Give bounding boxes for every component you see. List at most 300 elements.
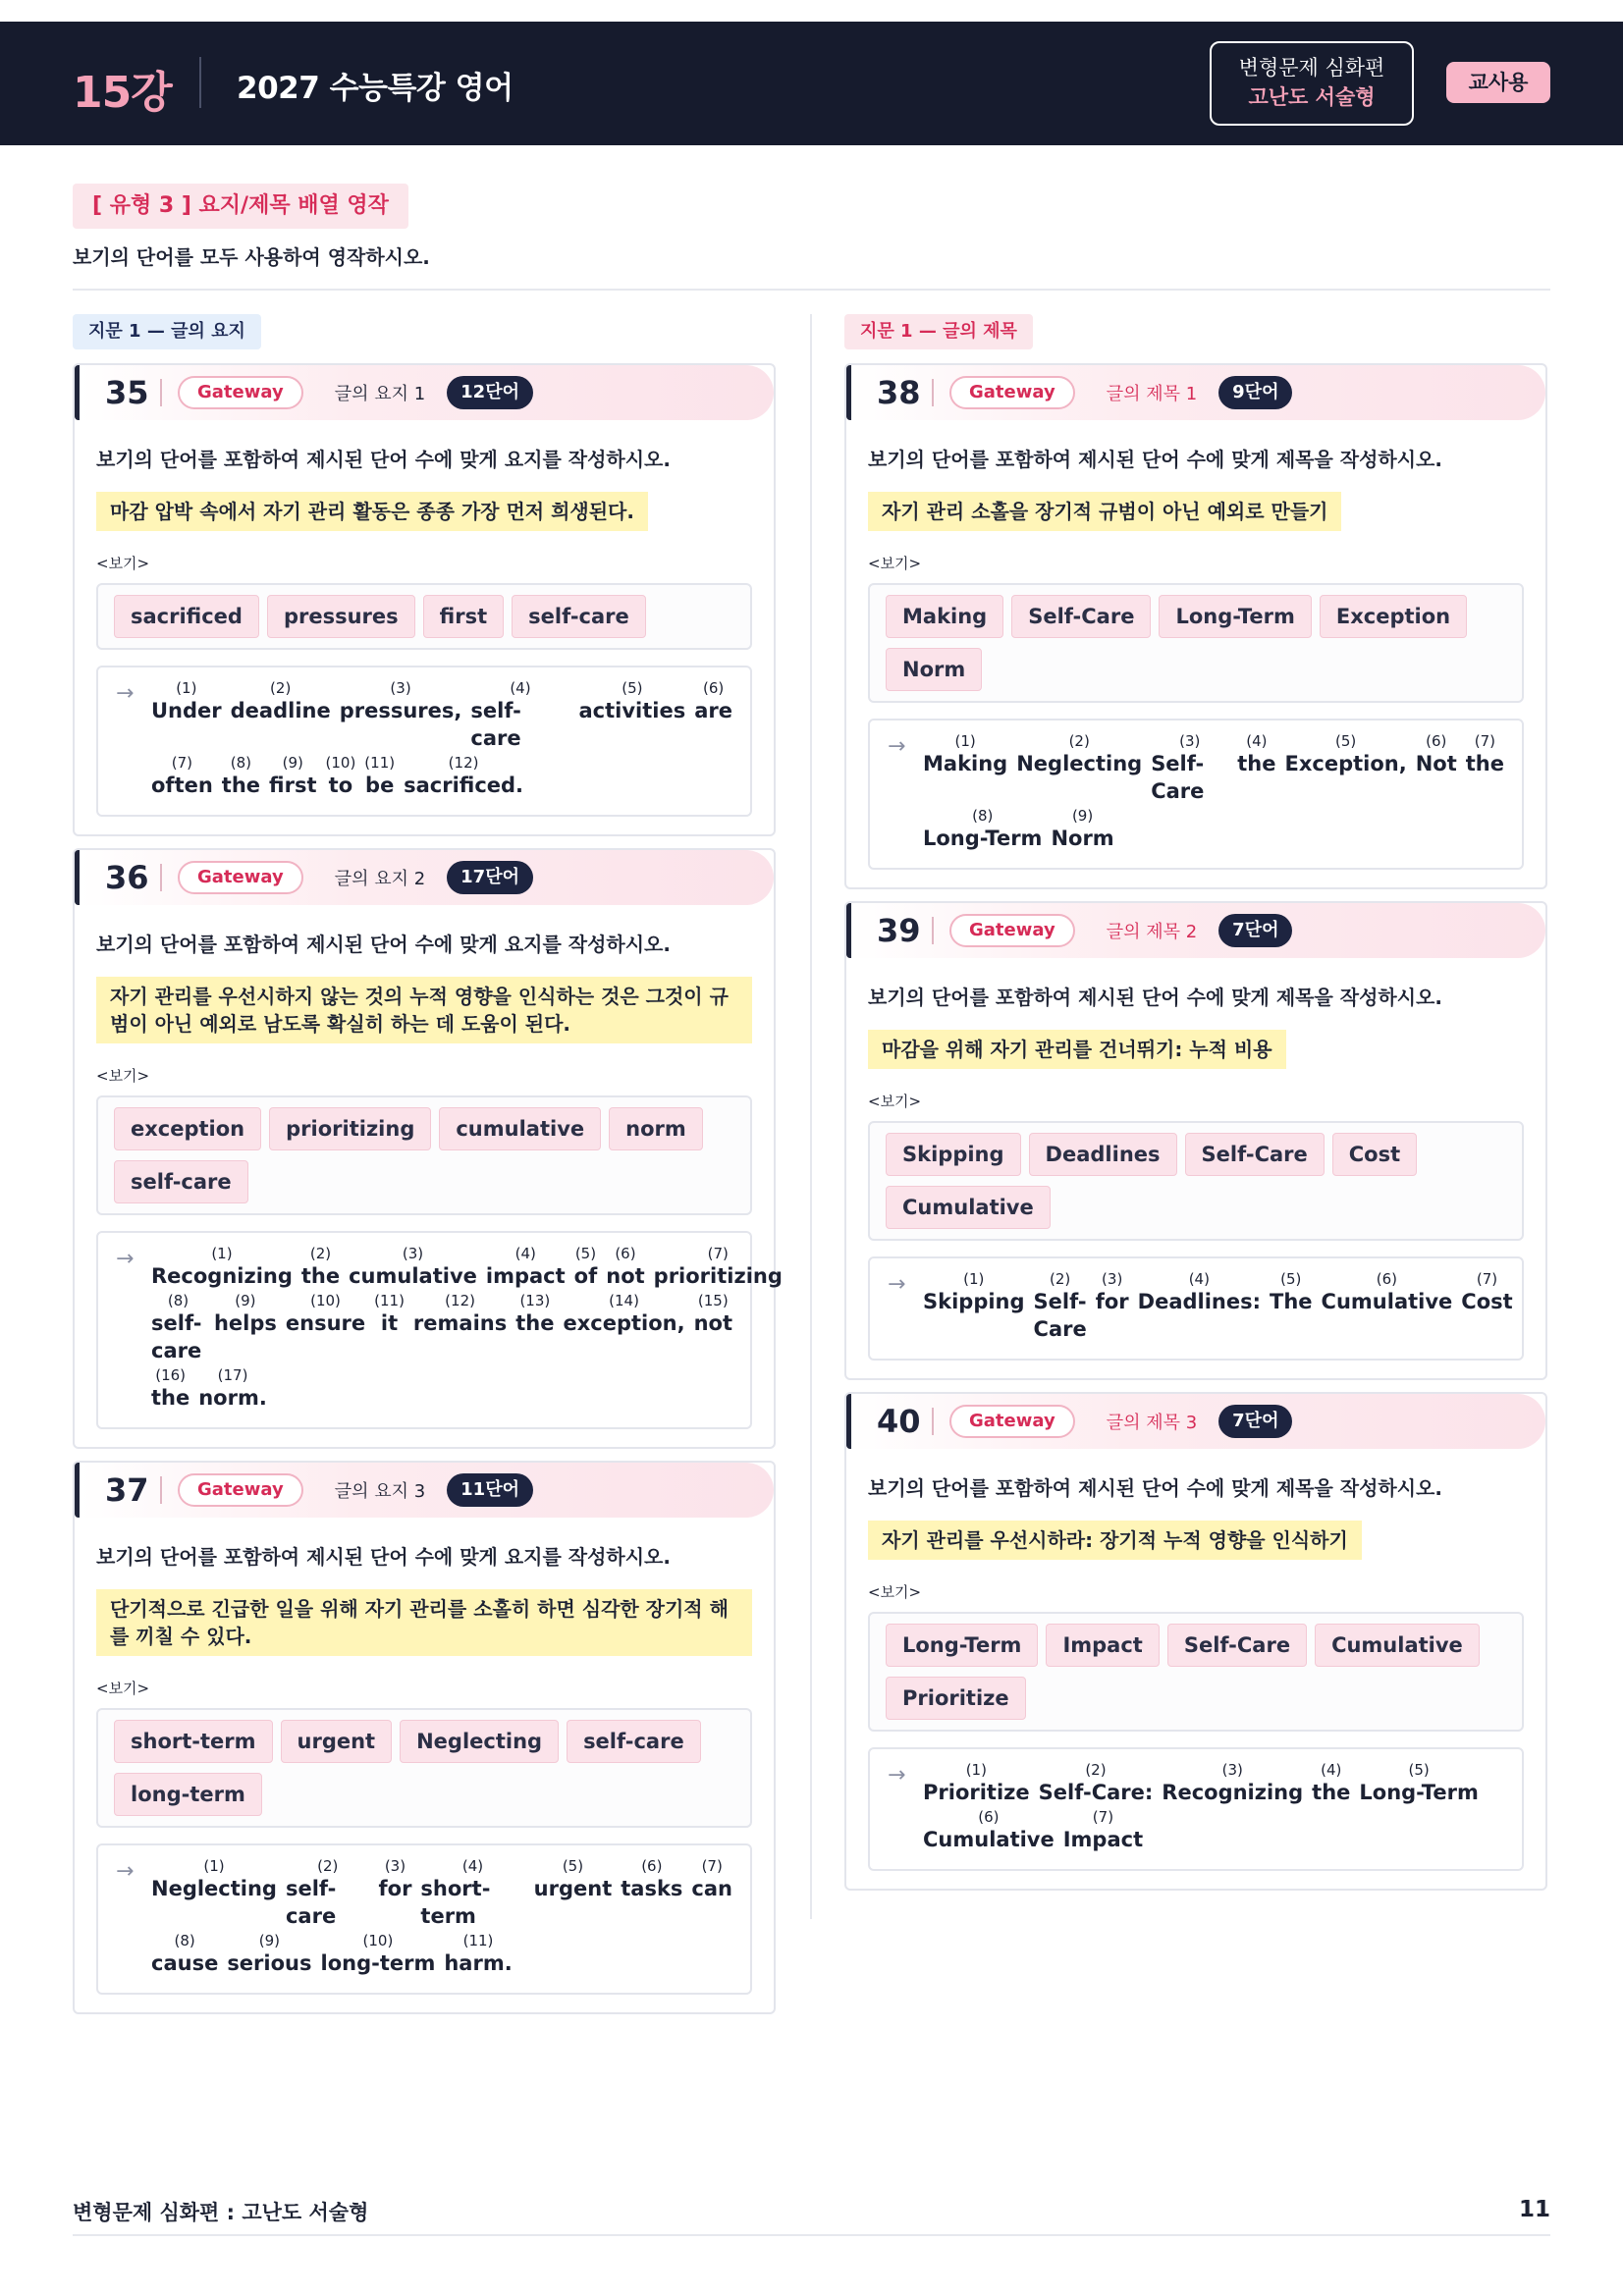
answer-word-index: (6)	[702, 679, 725, 697]
word-chip[interactable]: Self-Care	[1185, 1133, 1325, 1176]
answer-word-text: helps	[213, 1311, 277, 1335]
answer-word-text: Prioritize	[923, 1781, 1030, 1804]
answer-word-text: harm.	[444, 1951, 513, 1975]
answer-word-index: (7)	[171, 754, 193, 772]
question-header	[846, 903, 1545, 958]
word-chip[interactable]: Self-Care	[1011, 595, 1151, 638]
answer-word	[349, 1245, 477, 1290]
answer-word-text: remains	[412, 1311, 508, 1335]
answer-word-index: (8)	[972, 807, 994, 825]
answer-word	[151, 1245, 293, 1290]
answer-line	[116, 1932, 732, 1977]
answer-line	[888, 1761, 1504, 1806]
header-separator	[160, 1476, 162, 1504]
answer-word-text: Norm	[1051, 827, 1114, 850]
answer-word	[326, 754, 356, 799]
answer-word-text: it	[380, 1311, 399, 1335]
question-number: 37	[105, 1471, 149, 1509]
question-category: 글의 요지 3	[334, 1481, 426, 1502]
bogi-label: <보기>	[868, 1583, 922, 1601]
right-column	[844, 314, 1547, 1902]
answer-word	[515, 1292, 554, 1364]
answer-word	[1416, 732, 1457, 805]
question-header	[75, 365, 774, 420]
answer-word	[1016, 732, 1142, 805]
word-chip[interactable]: self-care	[114, 1160, 248, 1203]
answer-word-index: (11)	[364, 754, 396, 772]
answer-word-text: Skipping	[923, 1290, 1025, 1313]
right-question-list	[844, 363, 1547, 1891]
answer-word	[694, 679, 732, 752]
lesson-number: 15강	[73, 68, 172, 118]
answer-box	[96, 666, 752, 817]
answer-word-text: Recognizing	[151, 1264, 293, 1288]
arrow-icon: →	[116, 681, 135, 706]
arrow-icon: →	[116, 1859, 135, 1884]
word-chip[interactable]: long-term	[114, 1773, 262, 1816]
answer-word-text: can	[691, 1877, 732, 1900]
question-prompt: 보기의 단어를 포함하여 제시된 단어 수에 맞게 제목을 작성하시오.	[868, 986, 1442, 1009]
word-chip[interactable]: self-care	[512, 595, 646, 638]
teacher-badge: 교사용	[1446, 62, 1550, 103]
answer-word	[286, 1857, 370, 1930]
answer-word-text: Recognizing	[1162, 1781, 1304, 1804]
answer-word	[214, 1292, 277, 1364]
footer-edition: 변형문제 심화편 : 고난도 서술형	[73, 2201, 369, 2224]
word-chip[interactable]: Skipping	[886, 1133, 1021, 1176]
answer-word-text: the	[1465, 752, 1504, 775]
answer-word	[578, 679, 685, 752]
answer-word-text: Self-Care	[1033, 1290, 1087, 1341]
answer-word-index: (6)	[1376, 1270, 1398, 1288]
arrow-icon: →	[888, 1763, 906, 1788]
word-chip[interactable]: self-care	[567, 1720, 701, 1763]
word-bank	[96, 1095, 752, 1215]
word-count-badge: 17단어	[447, 861, 533, 894]
answer-word-text: exception,	[563, 1311, 685, 1335]
word-chip[interactable]: Self-Care	[1167, 1624, 1307, 1667]
answer-line	[888, 1270, 1513, 1343]
header-divider	[199, 57, 201, 108]
bogi-label: <보기>	[96, 555, 150, 572]
word-chip[interactable]: Long-Term	[886, 1624, 1038, 1667]
word-chip[interactable]: Making	[886, 595, 1003, 638]
answer-word-index: (2)	[317, 1857, 339, 1875]
question-card	[844, 901, 1547, 1380]
edition-badge	[1210, 41, 1414, 126]
question-category: 글의 요지 2	[334, 869, 426, 889]
arrow-icon: →	[888, 734, 906, 759]
answer-word-text: cumulative	[349, 1264, 477, 1288]
answer-word-index: (5)	[1334, 732, 1357, 750]
answer-word-text: prioritizing	[653, 1264, 783, 1288]
answer-word	[1466, 732, 1504, 805]
answer-word-text: sacrificed.	[404, 774, 524, 797]
answer-word-text: urgent	[533, 1877, 613, 1900]
question-prompt: 보기의 단어를 포함하여 제시된 단어 수에 맞게 요지를 작성하시오.	[96, 1545, 671, 1569]
answer-word-text: not	[606, 1264, 645, 1288]
word-bank	[868, 1121, 1524, 1241]
answer-word-index: (9)	[258, 1932, 281, 1949]
answer-word-text: Cost	[1461, 1290, 1513, 1313]
answer-word-text: for	[378, 1877, 412, 1900]
answer-word-index: (5)	[1280, 1270, 1302, 1288]
bogi-label: <보기>	[96, 1067, 150, 1085]
answer-word-text: deadline	[230, 699, 331, 722]
answer-word-index: (10)	[310, 1292, 341, 1309]
question-number: 40	[877, 1403, 921, 1440]
answer-word-text: Deadlines:	[1137, 1290, 1262, 1313]
korean-hint: 마감을 위해 자기 관리를 건너뛰기: 누적 비용	[868, 1030, 1286, 1069]
word-count-badge: 7단어	[1218, 1405, 1292, 1438]
answer-word-text: tasks	[621, 1877, 683, 1900]
arrow-icon: →	[116, 1247, 135, 1271]
word-chip[interactable]: Norm	[886, 648, 982, 691]
left-question-list	[73, 363, 783, 2014]
answer-word-text: the	[1312, 1781, 1351, 1804]
left-column	[73, 314, 783, 2026]
answer-word	[1312, 1761, 1350, 1806]
answer-word	[222, 754, 260, 799]
word-chip[interactable]: exception	[114, 1107, 261, 1150]
answer-word-index: (9)	[1071, 807, 1094, 825]
question-header	[75, 850, 774, 905]
answer-word	[654, 1245, 783, 1290]
answer-word-text: Impact	[1062, 1828, 1144, 1851]
answer-word-text: norm.	[198, 1386, 267, 1410]
answer-word-index: (3)	[384, 1857, 406, 1875]
header-separator	[932, 1408, 934, 1435]
answer-word-index: (5)	[1408, 1761, 1430, 1779]
word-chip[interactable]: Prioritize	[886, 1677, 1026, 1720]
answer-word-index: (4)	[1246, 732, 1268, 750]
answer-word	[1285, 732, 1407, 805]
gateway-badge: Gateway	[178, 376, 303, 409]
answer-word-text: short-term	[420, 1877, 491, 1928]
korean-hint: 마감 압박 속에서 자기 관리 활동은 종종 가장 먼저 희생된다.	[96, 492, 648, 531]
header-separator	[160, 864, 162, 891]
answer-word-index: (13)	[519, 1292, 551, 1309]
answer-word-index: (5)	[622, 679, 643, 697]
answer-word	[1096, 1270, 1129, 1343]
gateway-badge: Gateway	[178, 1473, 303, 1507]
answer-line	[116, 1857, 732, 1930]
answer-word-text: impact	[485, 1264, 566, 1288]
edition-badge-line1: 변형문제 심화편	[1238, 56, 1385, 80]
answer-word-index: (11)	[462, 1932, 494, 1949]
word-bank	[868, 1612, 1524, 1732]
answer-word-index: (2)	[1050, 1270, 1071, 1288]
word-chip[interactable]: pressures	[267, 595, 415, 638]
word-bank	[96, 583, 752, 650]
answer-word	[374, 1292, 405, 1364]
book-title: 2027 수능특강 영어	[237, 71, 514, 106]
word-chip[interactable]: prioritizing	[269, 1107, 431, 1150]
korean-hint: 자기 관리를 우선시하라: 장기적 누적 영향을 인식하기	[868, 1521, 1362, 1560]
answer-word-index: (12)	[445, 1292, 475, 1309]
column-tag-summary: 지문 1 — 글의 요지	[73, 314, 261, 349]
question-number: 36	[105, 859, 149, 896]
answer-word-text: the	[221, 774, 261, 797]
answer-word-index: (8)	[230, 754, 252, 772]
answer-line	[116, 1366, 732, 1412]
answer-word	[923, 807, 1042, 852]
answer-word-index: (8)	[174, 1932, 195, 1949]
word-chip[interactable]: Exception	[1320, 595, 1467, 638]
answer-word-index: (6)	[641, 1857, 663, 1875]
answer-line	[888, 732, 1504, 805]
answer-word	[574, 1245, 598, 1290]
answer-word-index: (12)	[448, 754, 479, 772]
answer-word-text: Exception,	[1284, 752, 1407, 775]
answer-word-index: (7)	[1474, 732, 1495, 750]
answer-word	[1237, 732, 1275, 805]
answer-word-index: (10)	[325, 754, 356, 772]
answer-word-text: Under	[151, 699, 222, 722]
answer-word-text: activities	[578, 699, 686, 722]
answer-word-index: (1)	[203, 1857, 225, 1875]
word-count-badge: 9단어	[1218, 376, 1292, 409]
answer-word-index: (2)	[1085, 1761, 1107, 1779]
answer-word-text: self-care	[151, 1311, 202, 1362]
answer-word-index: (7)	[701, 1857, 723, 1875]
word-chip[interactable]: Cumulative	[1315, 1624, 1480, 1667]
answer-word	[486, 1245, 566, 1290]
answer-word-text: cause	[151, 1951, 219, 1975]
answer-word-index: (1)	[211, 1245, 233, 1262]
answer-word-text: the	[1237, 752, 1276, 775]
gateway-badge: Gateway	[949, 914, 1075, 947]
question-header	[846, 1394, 1545, 1449]
question-type-tag: [ 유형 3 ] 요지/제목 배열 영작	[73, 184, 408, 229]
answer-word	[151, 1932, 218, 1977]
answer-word-text: of	[573, 1264, 598, 1288]
answer-word	[1461, 1270, 1512, 1343]
answer-word	[470, 679, 569, 752]
answer-word	[151, 679, 222, 752]
answer-line	[888, 807, 1504, 852]
answer-word	[691, 1857, 732, 1930]
column-tag-title: 지문 1 — 글의 제목	[844, 314, 1033, 349]
answer-word	[563, 1292, 684, 1364]
answer-word-index: (1)	[963, 1270, 985, 1288]
answer-word-index: (2)	[1068, 732, 1090, 750]
word-chip[interactable]: norm	[609, 1107, 703, 1150]
question-header	[846, 365, 1545, 420]
question-card	[73, 1461, 776, 2014]
answer-word-text: The	[1270, 1290, 1313, 1313]
answer-word	[1039, 1761, 1154, 1806]
korean-hint: 자기 관리 소홀을 장기적 규범이 아닌 예외로 만들기	[868, 492, 1341, 531]
gateway-badge: Gateway	[178, 861, 303, 894]
word-count-badge: 12단어	[447, 376, 533, 409]
section-divider	[73, 289, 1550, 291]
answer-word-index: (16)	[155, 1366, 187, 1384]
answer-word-index: (7)	[707, 1245, 729, 1262]
korean-hint: 단기적으로 긴급한 일을 위해 자기 관리를 소홀히 하면 심각한 장기적 해를 끼칠 수 있다.	[96, 1589, 752, 1656]
header-separator	[932, 379, 934, 406]
answer-word-index: (6)	[1426, 732, 1447, 750]
answer-line	[116, 1245, 783, 1290]
answer-word-index: (10)	[362, 1932, 394, 1949]
answer-word-index: (9)	[235, 1292, 256, 1309]
answer-word	[286, 1292, 365, 1364]
question-card	[73, 848, 783, 1449]
answer-word	[1322, 1270, 1453, 1343]
answer-word	[404, 754, 523, 799]
answer-word-index: (4)	[1321, 1761, 1342, 1779]
answer-word-text: Self-Care	[1151, 752, 1205, 803]
word-count-badge: 7단어	[1218, 914, 1292, 947]
answer-word-text: long-term	[320, 1951, 436, 1975]
answer-word	[1138, 1270, 1261, 1343]
answer-word	[1034, 1270, 1087, 1343]
answer-word-index: (3)	[1179, 732, 1201, 750]
question-category: 글의 제목 3	[1106, 1413, 1198, 1433]
question-prompt: 보기의 단어를 포함하여 제시된 단어 수에 맞게 요지를 작성하시오.	[96, 448, 671, 471]
answer-word-text: ensure	[285, 1311, 366, 1335]
answer-word	[534, 1857, 613, 1930]
word-chip[interactable]: Neglecting	[400, 1720, 559, 1763]
answer-word-text: Long-Term	[1359, 1781, 1479, 1804]
answer-word	[606, 1245, 644, 1290]
answer-word	[269, 754, 316, 799]
word-chip[interactable]: cumulative	[439, 1107, 601, 1150]
answer-word	[379, 1857, 412, 1930]
answer-box	[96, 1231, 783, 1429]
question-number: 39	[877, 912, 921, 949]
answer-word-text: are	[694, 699, 732, 722]
answer-word	[151, 1292, 205, 1364]
question-category: 글의 제목 1	[1106, 384, 1198, 404]
answer-word-text: Long-Term	[923, 827, 1043, 850]
answer-word-index: (4)	[514, 1245, 536, 1262]
page-number: 11	[1518, 2197, 1550, 2222]
answer-word	[420, 1857, 524, 1930]
answer-word-index: (6)	[978, 1808, 1000, 1826]
bogi-label: <보기>	[868, 1093, 922, 1110]
answer-line	[116, 679, 732, 752]
answer-word	[151, 754, 213, 799]
answer-word-text: to	[328, 774, 353, 797]
question-category: 글의 제목 2	[1106, 922, 1198, 942]
header-separator	[932, 917, 934, 944]
answer-word-text: serious	[227, 1951, 312, 1975]
answer-word	[413, 1292, 507, 1364]
answer-word-text: self-care	[285, 1877, 337, 1928]
answer-word	[923, 732, 1007, 805]
answer-word-index: (4)	[461, 1857, 484, 1875]
answer-word-index: (4)	[510, 679, 531, 697]
word-chip[interactable]: Deadlines	[1029, 1133, 1177, 1176]
arrow-icon: →	[888, 1272, 906, 1297]
question-header	[75, 1463, 774, 1518]
answer-word	[198, 1366, 267, 1412]
answer-line	[888, 1808, 1504, 1853]
answer-box	[868, 719, 1524, 870]
answer-word-text: the	[515, 1311, 555, 1335]
answer-box	[96, 1843, 752, 1995]
answer-box	[868, 1256, 1524, 1361]
answer-word-text: first	[269, 774, 317, 797]
answer-word-text: be	[365, 774, 395, 797]
word-chip[interactable]: short-term	[114, 1720, 273, 1763]
answer-word-text: the	[151, 1386, 190, 1410]
answer-word-text: Self-Care:	[1038, 1781, 1154, 1804]
section-instruction: 보기의 단어를 모두 사용하여 영작하시오.	[73, 245, 430, 269]
answer-word-text: Neglecting	[1016, 752, 1143, 775]
word-count-badge: 11단어	[447, 1473, 533, 1507]
answer-word-index: (6)	[615, 1245, 636, 1262]
answer-word-index: (2)	[309, 1245, 332, 1262]
word-chip[interactable]: Impact	[1046, 1624, 1159, 1667]
answer-line	[116, 1292, 732, 1364]
answer-word-index: (7)	[1092, 1808, 1114, 1826]
answer-word-index: (5)	[562, 1857, 584, 1875]
question-card	[844, 363, 1547, 889]
answer-word-text: self-care	[470, 699, 521, 750]
answer-word-index: (7)	[1476, 1270, 1498, 1288]
column-divider	[810, 314, 812, 1919]
answer-word	[151, 1857, 277, 1930]
answer-word-index: (15)	[697, 1292, 729, 1309]
answer-word-index: (1)	[965, 1761, 987, 1779]
answer-word	[151, 1366, 189, 1412]
word-chip[interactable]: urgent	[281, 1720, 393, 1763]
question-prompt: 보기의 단어를 포함하여 제시된 단어 수에 맞게 제목을 작성하시오.	[868, 448, 1442, 471]
answer-word	[1270, 1270, 1313, 1343]
answer-box	[868, 1747, 1524, 1871]
answer-word-index: (9)	[282, 754, 303, 772]
footer-divider	[73, 2234, 1550, 2236]
bogi-label: <보기>	[96, 1680, 150, 1697]
word-chip[interactable]: sacrificed	[114, 595, 259, 638]
question-number: 35	[105, 374, 149, 411]
question-category: 글의 요지 1	[334, 384, 426, 404]
question-number: 38	[877, 374, 921, 411]
answer-word	[444, 1932, 512, 1977]
answer-word	[340, 679, 462, 752]
answer-word-text: Not	[1415, 752, 1457, 775]
answer-word-index: (3)	[402, 1245, 424, 1262]
answer-word-text: often	[151, 774, 213, 797]
answer-word	[694, 1292, 732, 1364]
answer-word-text: Neglecting	[151, 1877, 277, 1900]
answer-word	[364, 754, 395, 799]
question-card	[844, 1392, 1547, 1891]
answer-word	[1162, 1761, 1303, 1806]
word-chip[interactable]: Long-Term	[1159, 595, 1311, 638]
answer-word-index: (5)	[574, 1245, 597, 1262]
question-card	[73, 363, 776, 836]
answer-word	[1063, 1808, 1143, 1853]
word-chip[interactable]: first	[423, 595, 504, 638]
bogi-label: <보기>	[868, 555, 922, 572]
answer-word-index: (1)	[954, 732, 976, 750]
answer-word-index: (3)	[1102, 1270, 1123, 1288]
word-chip[interactable]: Cumulative	[886, 1186, 1051, 1229]
gateway-badge: Gateway	[949, 376, 1075, 409]
header-bar	[0, 22, 1623, 145]
word-chip[interactable]: Cost	[1332, 1133, 1417, 1176]
answer-word-text: the	[300, 1264, 341, 1288]
answer-word-index: (11)	[374, 1292, 405, 1309]
answer-word-index: (1)	[176, 679, 197, 697]
answer-word	[923, 1761, 1030, 1806]
answer-word-index: (3)	[1221, 1761, 1243, 1779]
question-prompt: 보기의 단어를 포함하여 제시된 단어 수에 맞게 제목을 작성하시오.	[868, 1476, 1442, 1500]
answer-word-index: (14)	[609, 1292, 639, 1309]
